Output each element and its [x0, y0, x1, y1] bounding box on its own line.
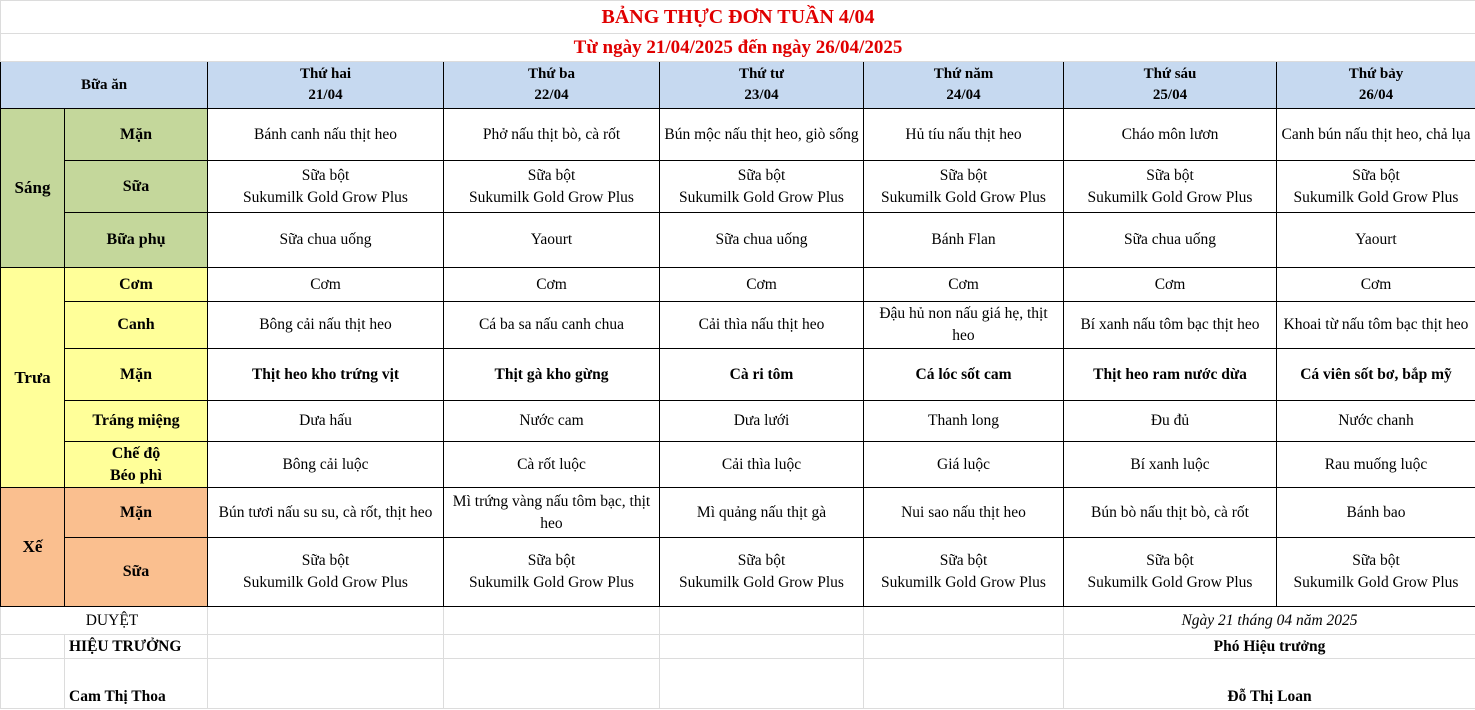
category-label: Canh: [65, 302, 208, 349]
menu-cell: Sữa chua uống: [1064, 213, 1277, 268]
menu-cell: Bún bò nấu thịt bò, cà rốt: [1064, 488, 1277, 538]
menu-cell: Sữa bột Sukumilk Gold Grow Plus: [1277, 538, 1475, 607]
vice-principal-title: Phó Hiệu trưởng: [1064, 635, 1475, 659]
menu-cell: Phở nấu thịt bò, cà rốt: [444, 109, 660, 161]
category-label: Bữa phụ: [65, 213, 208, 268]
vice-principal-name: Đỗ Thị Loan: [1064, 659, 1475, 709]
meal-column-header: Bữa ăn: [1, 62, 208, 109]
category-label: Mặn: [65, 488, 208, 538]
menu-cell: Cá ba sa nấu canh chua: [444, 302, 660, 349]
day-header: Thứ bảy 26/04: [1277, 62, 1475, 109]
menu-row: [1, 488, 1475, 538]
menu-cell: Cơm: [208, 268, 444, 302]
menu-cell: Sữa bột Sukumilk Gold Grow Plus: [1064, 161, 1277, 213]
meal-label-xe: Xế: [1, 488, 65, 607]
menu-cell: Sữa bột Sukumilk Gold Grow Plus: [1064, 538, 1277, 607]
menu-cell: Canh bún nấu thịt heo, chả lụa: [1277, 109, 1475, 161]
menu-cell: Sữa bột Sukumilk Gold Grow Plus: [208, 538, 444, 607]
menu-cell: Đu đủ: [1064, 401, 1277, 442]
menu-row: [1, 161, 1475, 213]
menu-cell: Sữa chua uống: [208, 213, 444, 268]
signature-date: Ngày 21 tháng 04 năm 2025: [1064, 607, 1475, 635]
meal-label-trua: Trưa: [1, 268, 65, 488]
menu-cell: Cơm: [444, 268, 660, 302]
day-header: Thứ tư 23/04: [660, 62, 864, 109]
menu-cell: Dưa hấu: [208, 401, 444, 442]
principal-name: Cam Thị Thoa: [65, 659, 208, 709]
menu-cell: Sữa bột Sukumilk Gold Grow Plus: [864, 161, 1064, 213]
principal-title: HIỆU TRƯỞNG: [65, 635, 208, 659]
category-label: Tráng miệng: [65, 401, 208, 442]
menu-cell: Nước chanh: [1277, 401, 1475, 442]
menu-cell: Bánh canh nấu thịt heo: [208, 109, 444, 161]
menu-cell: Bún mộc nấu thịt heo, giò sống: [660, 109, 864, 161]
menu-cell: Cà ri tôm: [660, 349, 864, 401]
menu-cell: Hủ tíu nấu thịt heo: [864, 109, 1064, 161]
menu-cell: Cơm: [864, 268, 1064, 302]
menu-row: [1, 442, 1475, 488]
menu-cell: Cơm: [660, 268, 864, 302]
menu-row: [1, 401, 1475, 442]
menu-row: [1, 268, 1475, 302]
menu-cell: Sữa bột Sukumilk Gold Grow Plus: [864, 538, 1064, 607]
meal-label-sang: Sáng: [1, 109, 65, 268]
menu-cell: Khoai từ nấu tôm bạc thịt heo: [1277, 302, 1475, 349]
menu-cell: Thịt heo ram nước dừa: [1064, 349, 1277, 401]
menu-row: [1, 349, 1475, 401]
category-label: Sữa: [65, 161, 208, 213]
menu-cell: Bún tươi nấu su su, cà rốt, thịt heo: [208, 488, 444, 538]
menu-row: [1, 538, 1475, 607]
category-label: Sữa: [65, 538, 208, 607]
menu-cell: Nui sao nấu thịt heo: [864, 488, 1064, 538]
menu-cell: Cá viên sốt bơ, bắp mỹ: [1277, 349, 1475, 401]
menu-cell: Sữa bột Sukumilk Gold Grow Plus: [444, 538, 660, 607]
header-row: [1, 62, 1475, 109]
menu-row: [1, 213, 1475, 268]
day-header: Thứ sáu 25/04: [1064, 62, 1277, 109]
menu-cell: Cải thìa nấu thịt heo: [660, 302, 864, 349]
menu-row: [1, 302, 1475, 349]
menu-cell: Bánh Flan: [864, 213, 1064, 268]
menu-cell: Thanh long: [864, 401, 1064, 442]
category-label: Cơm: [65, 268, 208, 302]
menu-cell: Đậu hủ non nấu giá hẹ, thịt heo: [864, 302, 1064, 349]
menu-cell: Sữa chua uống: [660, 213, 864, 268]
menu-cell: Yaourt: [1277, 213, 1475, 268]
menu-cell: Giá luộc: [864, 442, 1064, 488]
menu-cell: Bông cải nấu thịt heo: [208, 302, 444, 349]
menu-cell: Mì trứng vàng nấu tôm bạc, thịt heo: [444, 488, 660, 538]
menu-cell: Nước cam: [444, 401, 660, 442]
category-label: Mặn: [65, 109, 208, 161]
menu-cell: Dưa lưới: [660, 401, 864, 442]
menu-cell: Sữa bột Sukumilk Gold Grow Plus: [660, 161, 864, 213]
menu-cell: Rau muống luộc: [1277, 442, 1475, 488]
day-header: Thứ năm 24/04: [864, 62, 1064, 109]
menu-cell: Mì quảng nấu thịt gà: [660, 488, 864, 538]
category-label: Mặn: [65, 349, 208, 401]
menu-cell: Bông cải luộc: [208, 442, 444, 488]
menu-cell: Sữa bột Sukumilk Gold Grow Plus: [444, 161, 660, 213]
menu-cell: Yaourt: [444, 213, 660, 268]
sheet-title: BẢNG THỰC ĐƠN TUẦN 4/04: [1, 1, 1475, 34]
category-label: Chế độ Béo phì: [65, 442, 208, 488]
footer-row: [1, 635, 1475, 659]
menu-cell: Cơm: [1277, 268, 1475, 302]
menu-cell: Cải thìa luộc: [660, 442, 864, 488]
menu-cell: Sữa bột Sukumilk Gold Grow Plus: [1277, 161, 1475, 213]
menu-cell: Bí xanh nấu tôm bạc thịt heo: [1064, 302, 1277, 349]
menu-cell: Sữa bột Sukumilk Gold Grow Plus: [660, 538, 864, 607]
menu-cell: Cháo môn lươn: [1064, 109, 1277, 161]
menu-cell: Cá lóc sốt cam: [864, 349, 1064, 401]
menu-cell: Thịt gà kho gừng: [444, 349, 660, 401]
menu-cell: Sữa bột Sukumilk Gold Grow Plus: [208, 161, 444, 213]
menu-cell: Bí xanh luộc: [1064, 442, 1277, 488]
approval-label: DUYỆT: [1, 607, 208, 635]
menu-row: [1, 109, 1475, 161]
menu-cell: Cơm: [1064, 268, 1277, 302]
day-header: Thứ ba 22/04: [444, 62, 660, 109]
sheet-subtitle: Từ ngày 21/04/2025 đến ngày 26/04/2025: [1, 34, 1475, 62]
footer-row: [1, 659, 1475, 709]
footer-row: [1, 607, 1475, 635]
day-header: Thứ hai 21/04: [208, 62, 444, 109]
menu-cell: Bánh bao: [1277, 488, 1475, 538]
menu-cell: Cà rốt luộc: [444, 442, 660, 488]
menu-cell: Thịt heo kho trứng vịt: [208, 349, 444, 401]
